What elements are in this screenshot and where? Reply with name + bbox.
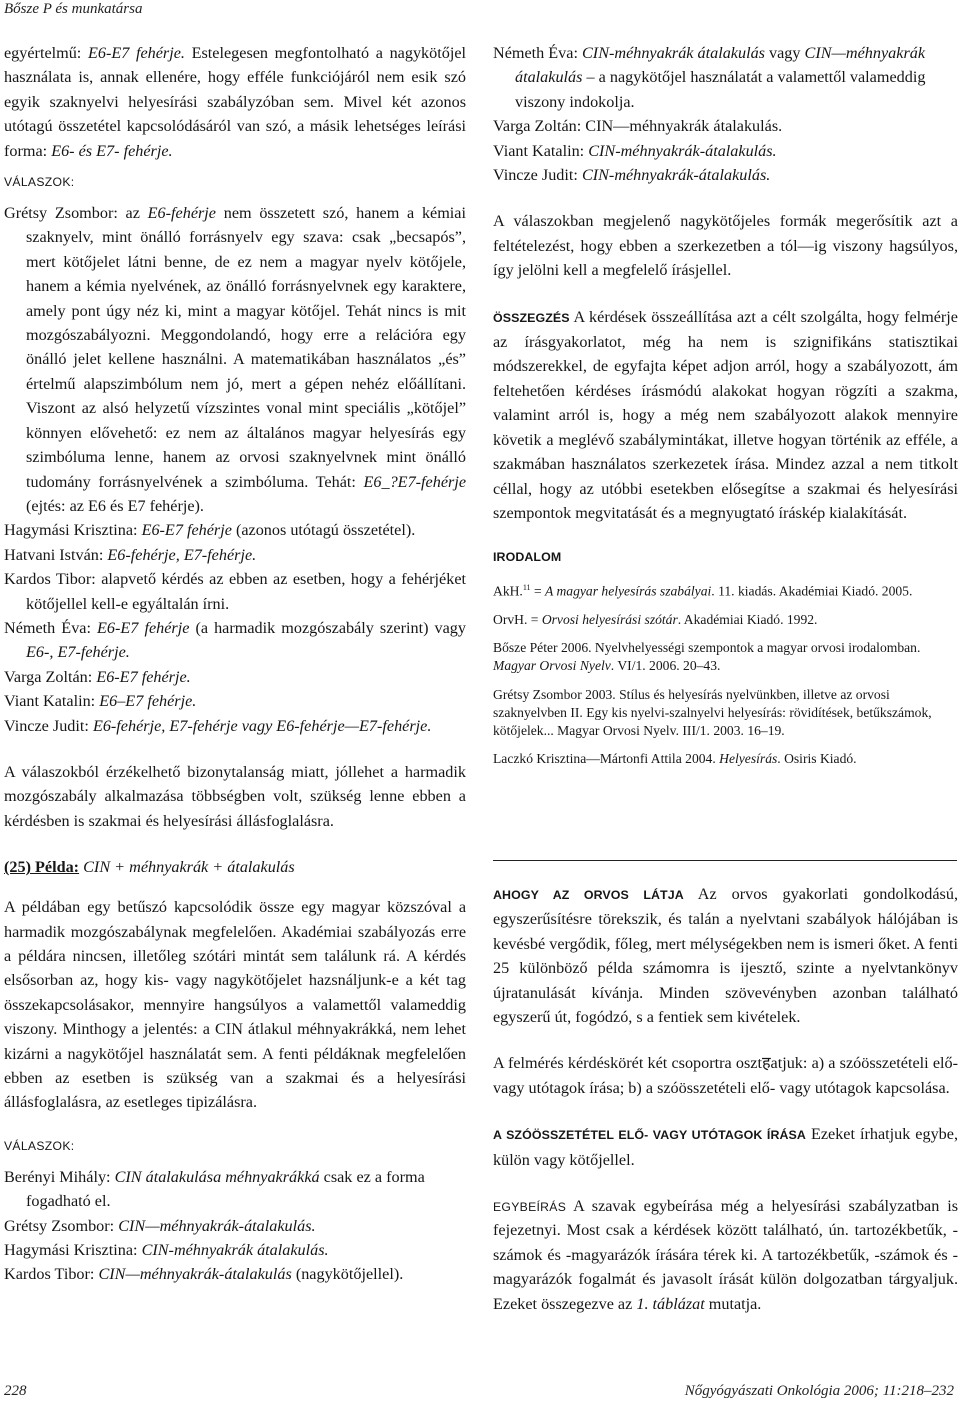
paragraph-example-25: A példában egy betűszó kapcsolódik össze egy magyar közszóval a harmadik mozgószabálynak megfelelően. Akadémiai szabályozás erre a példára nincsen, illetőleg szótári mintát sem találunk rá. A kérdés elsősorban az, hogy kis- vagy nagykötőjelet hazsnáljunk-e a két tag összekapcsolásakor, mennyire hangsúlyos a valamettől valameddig viszony. Minthogy a jelentés: a CIN átlakul méhnyakrákká, nem lehet kizárni a nagykötőjel használatát sem. A fenti példáknak megfelelően ebben az esetben is szükség van a szakmai és a helyesírási állásfoglalásra, az esetleges tipizálásra. xyxy=(4,898,466,1112)
paragraph-egybeiras: EGYBEÍRÁS A szavak egybeírása még a helyesírási szabályzatban is fejezetnyi. Most csak a kérdések között található, ún. tartozékbetűk, -számok és -magyarázók írására térek ki. A tartozékbetűk, -számok és -magyarázók fogalmát és javasolt írását külön dolgozatban tárgyaljuk. Ezeket összegezve az 1. táblázat mutatja. xyxy=(493,1197,958,1313)
answer-gretsy: Grétsy Zsombor: az E6-fehérje nem összetett szó, hanem a kémiai szaknyelv, mint önálló forrásnyelv egy szava: csak „becsapós”, mert kötőjelet látni benne, de ez nem a magyar nyelv kötőjele, hanem a kémia nyelvének, az önálló forrásnyelvnek egy karaktere, amely pont úgy néz ki, mint a magyar kötőjel. Tehát nincs is mit mozgószabályozni. Meggondolandó, hogy erre a relációra egy önálló jelet kellene használni. A matematikában használatos „és” értelmű alapszimbólum nem jó, mert a gépen nehéz előállítani. Viszont az alsó helyzetű vízszintes vonal mint speciális „kötőjel” könnyen elővehető: ez nem az általános magyar helyesírás egy szimbóluma lenne, hanem az orvosi szaknyelvnek mint önálló tudomány forrásnyelvének a szimbóluma. Tehát: E6_?E7-fehérje (ejtés: az E6 és E7 fehérje). xyxy=(4,204,466,515)
reference-orvh: OrvH. = Orvosi helyesírási szótár. Akadémiai Kiadó. 1992. xyxy=(493,612,818,628)
answer-hagymasi: Hagymási Krisztina: E6-E7 fehérje (azonos utótagú összetétel). xyxy=(4,521,416,540)
osszegzes-label: ÖSSZEGZÉS xyxy=(493,310,570,325)
szoosszetetel-label: A SZÓÖSSZETÉTEL ELŐ- VAGY UTÓTAGOK ÍRÁSA xyxy=(493,1128,806,1143)
left-column xyxy=(4,41,466,1287)
paragraph-conclusion: A válaszokban megjelenő nagykötőjeles formák megerősítik azt a feltételezést, hogy ebben a szerkezetben a tól—ig viszony hagsúlyos, így jelölni kell a megfelelő írásjellel. xyxy=(493,212,958,280)
answer-gretsy-2: Grétsy Zsombor: CIN—méhnyakrák-átalakulás. xyxy=(4,1216,316,1235)
section-divider xyxy=(493,860,957,861)
paragraph-felmeres: A felmérés kérdéskörét két csoportra osztहatjuk: a) a szóösszetételi elő- vagy utótagok írása; b) a szóösszetételi elő- vagy utótagok kapcsolása. xyxy=(493,1054,958,1097)
answer-kardos: Kardos Tibor: alapvető kérdés az ebben az esetben, hogy a fehérjéket kötőjellel kell-e egyáltalán írni. xyxy=(4,570,466,613)
answer-varga: Varga Zoltán: E6-E7 fehérje. xyxy=(4,667,191,686)
answer-vincze: Vincze Judit: E6-fehérje, E7-fehérje vagy E6-fehérje—E7-fehérje. xyxy=(4,716,432,735)
answer-hagymasi-2: Hagymási Krisztina: CIN-méhnyakrák átalakulás. xyxy=(4,1241,329,1260)
reference-bosze: Bősze Péter 2006. Nyelvhelyességi szempontok a magyar orvosi irodalomban. Magyar Orvosi Nyelv. VI/1. 2006. 20–43. xyxy=(493,640,921,674)
paragraph-summary: A válaszokból érzékelhető bizonytalanság miatt, jóllehet a harmadik mozgószabály alkalmazása többségben volt, szükség lenne ebben a kérdésben is szakmai és helyesírási állásfoglalásra. xyxy=(4,762,466,830)
valaszok-label: VÁLASZOK: xyxy=(4,175,75,190)
answer-nemeth: Németh Éva: E6-E7 fehérje (a harmadik mozgószabály szerint) vagy E6-, E7-fehérje. xyxy=(4,618,466,662)
answer-nemeth-2: Németh Éva: CIN-méhnyakrák átalakulás vagy CIN—méhnyakrák átalakulás – a nagykötőjel használatát a valamettől valameddig viszony indokolja. xyxy=(493,44,926,111)
right-column xyxy=(493,41,958,778)
answer-berenyi: Berényi Mihály: CIN átalakulása méhnyakrákká csak ez a forma fogadható el. xyxy=(4,1167,425,1211)
paragraph-intro: egyértelmű: E6-E7 fehérje. Estelegesen megfontolható a nagykötőjel használata is, annak ellenére, hogy efféle funkciójáról nem esik szó egyik szaknyelvi helyesírási szabályzóban sem. Mivel két azonos utótagú összetétel kapcsolódásáról van szó, a másik lehetséges leírási forma: E6- és E7- fehérje. xyxy=(4,44,466,160)
running-head: Bősze P és munkatársa xyxy=(4,1,143,17)
answer-hatvani: Hatvani István: E6-fehérje, E7-fehérje. xyxy=(4,545,257,564)
example-25-heading: (25) Példa: CIN + méhnyakrák + átalakulás xyxy=(4,858,295,877)
answer-viant-2: Viant Katalin: CIN-méhnyakrák-átalakulás. xyxy=(493,141,777,160)
reference-gretsy: Grétsy Zsombor 2003. Stílus és helyesírás nyelvünkben, illetve az orvosi szaknyelvben II. Egy kis nyelvi-szalnyelvi helyesírás: rövidítések, betűkszámok, kötőjelek... Magyar Orvosi Nyelv. III/1. 2003. 16–19. xyxy=(493,686,932,739)
answer-viant: Viant Katalin: E6–E7 fehérje. xyxy=(4,692,197,711)
right-column-lower xyxy=(493,882,958,1316)
answer-varga-2: Varga Zoltán: CIN—méhnyakrák átalakulás. xyxy=(493,117,783,136)
answer-kardos-2: Kardos Tibor: CIN—méhnyakrák-átalakulás (nagykötőjellel). xyxy=(4,1265,404,1284)
answer-vincze-2: Vincze Judit: CIN-méhnyakrák-átalakulás. xyxy=(493,166,771,185)
paragraph-szoosszetetel: A SZÓÖSSZETÉTEL ELŐ- VAGY UTÓTAGOK ÍRÁSA Ezeket írhatjuk egybe, külön vagy kötőjellel. xyxy=(493,1125,958,1169)
valaszok-label-2: VÁLASZOK: xyxy=(4,1138,75,1153)
paragraph-ahogy: AHOGY AZ ORVOS LÁTJA Az orvos gyakorlati gondolkodású, egyszerűsítésre törekszik, és talán a nyelvtani szabályok hálójában is kevésbé vergődik, főleg, mert mélységekben nem is ismeri őket. A fenti 25 különböző példa számomra is ijesztő, szinte a nyelvtankönyv újratanulását kívánja. Minden szövevényben azonban található egyszerű út, fogódzó, s a fentiek sem kivételek. xyxy=(493,885,958,1027)
irodalom-heading: IRODALOM xyxy=(493,550,562,565)
reference-akh: AkH.$^{11}$ = A magyar helyesírás szabályai. 11. kiadás. Akadémiai Kiadó. 2005. xyxy=(493,583,913,599)
reference-laczko: Laczkó Krisztina—Mártonfi Attila 2004. Helyesírás. Osiris Kiadó. xyxy=(493,751,857,767)
ahogy-label: AHOGY AZ ORVOS LÁTJA xyxy=(493,888,684,902)
page-number: 228 xyxy=(4,1383,27,1399)
egybeiras-label: EGYBEÍRÁS xyxy=(493,1200,567,1215)
paragraph-osszegzes: ÖSSZEGZÉS A kérdések összeállítása azt a célt szolgálta, hogy felmérje az írásgyakorlatot, még ha nem is szignifikáns statisztikai módszerekkel, de egyfajta képet adjon arról, hogy a szabályozott, ám feltehetően kérdéses írásmódú alakokat hogyan rögzíti a szakma, valamint arról is, hogy a még nem szabályozott alakok mennyire követik a meglévő szabálymintákat, illetve hogyan történik az efféle, a szakmában használatos szerkezetek írása. Mindez azzal a nem titkolt céllal, hogy az utóbbi esetekben elősegítse a szakmai és helyesírási szempontok megvitatását és a megnyugtató íráskép kialakítását. xyxy=(493,307,958,522)
journal-citation: Nőgyógyászati Onkológia 2006; 11:218–232 xyxy=(684,1383,954,1399)
